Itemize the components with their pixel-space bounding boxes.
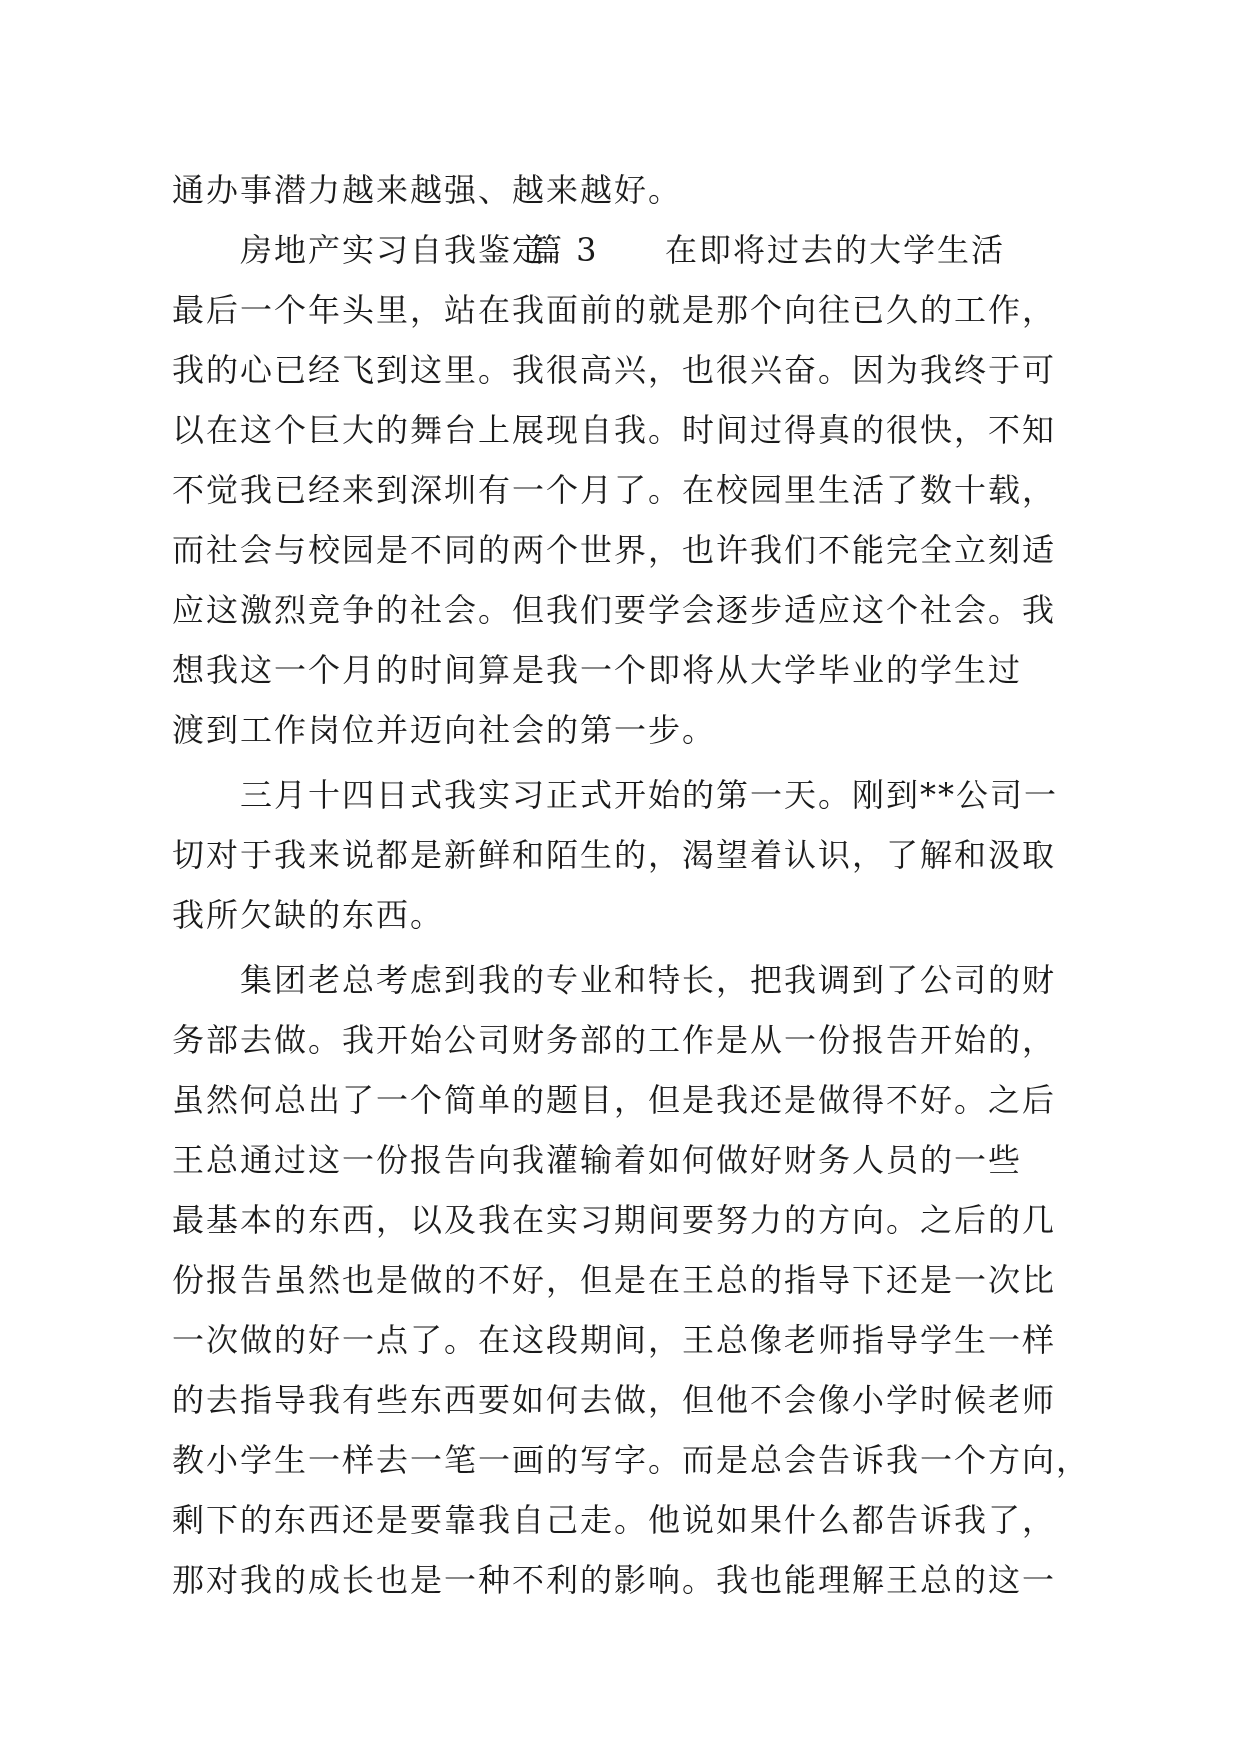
line-text: 渡到工作岗位并迈向社会的第一步。 — [172, 711, 717, 749]
line-text: 切对于我来说都是新鲜和陌生的，渴望着认识，了解和汲取 — [172, 836, 1057, 874]
line-text: 最后一个年头里，站在我面前的就是那个向往已久的工作， — [172, 291, 1057, 329]
line-text: 剩下的东西还是要靠我自己走。他说如果什么都告诉我了， — [172, 1501, 1057, 1539]
section-number: 篇 3 — [530, 231, 599, 269]
line-text: 应这激烈竞争的社会。但我们要学会逐步适应这个社会。我 — [172, 591, 1057, 629]
line-text: 的去指导我有些东西要如何去做，但他不会像小学时候老师 — [172, 1381, 1057, 1419]
text-line — [0, 520, 1241, 580]
text-line — [0, 640, 1241, 700]
text-line — [0, 160, 1241, 220]
line-text: 那对我的成长也是一种不利的影响。我也能理解王总的这一 — [172, 1561, 1057, 1599]
line-text: 而社会与校园是不同的两个世界，也许我们不能完全立刻适 — [172, 531, 1057, 569]
line-text: 不觉我已经来到深圳有一个月了。在校园里生活了数十载， — [172, 471, 1057, 509]
line-text: 我的心已经飞到这里。我很高兴，也很兴奋。因为我终于可 — [172, 351, 1057, 389]
line-text: 一次做的好一点了。在这段期间，王总像老师指导学生一样 — [172, 1321, 1057, 1359]
line-text: 在即将过去的大学生活 — [665, 231, 1006, 269]
text-line — [0, 1010, 1241, 1070]
text-line — [0, 1430, 1241, 1490]
line-text: 王总通过这一份报告向我灌输着如何做好财务人员的一些 — [172, 1141, 1023, 1179]
text-line — [0, 1190, 1241, 1250]
text-line — [0, 400, 1241, 460]
line-text: 最基本的东西，以及我在实习期间要努力的方向。之后的几 — [172, 1201, 1057, 1239]
line-text: 通办事潜力越来越强、越来越好。 — [172, 171, 683, 209]
line-text: 虽然何总出了一个简单的题目，但是我还是做得不好。之后 — [172, 1081, 1057, 1119]
text-line — [0, 700, 1241, 760]
text-line — [0, 1070, 1241, 1130]
text-line — [0, 580, 1241, 640]
text-line — [0, 950, 1241, 1010]
section-title: 房地产实习自我鉴定 — [240, 231, 547, 269]
text-line — [0, 460, 1241, 520]
section-heading-line — [0, 220, 1241, 280]
text-line — [0, 765, 1241, 825]
line-text: 我所欠缺的东西。 — [172, 896, 445, 934]
line-text: 三月十四日式我实习正式开始的第一天。刚到**公司一 — [240, 776, 1059, 814]
line-text: 以在这个巨大的舞台上展现自我。时间过得真的很快，不知 — [172, 411, 1057, 449]
text-line — [0, 1130, 1241, 1190]
line-text: 务部去做。我开始公司财务部的工作是从一份报告开始的， — [172, 1021, 1057, 1059]
line-text: 份报告虽然也是做的不好，但是在王总的指导下还是一次比 — [172, 1261, 1057, 1299]
text-line — [0, 340, 1241, 400]
text-line — [0, 1250, 1241, 1310]
line-text: 想我这一个月的时间算是我一个即将从大学毕业的学生过 — [172, 651, 1023, 689]
text-line — [0, 1490, 1241, 1550]
line-text: 教小学生一样去一笔一画的写字。而是总会告诉我一个方向， — [172, 1441, 1091, 1479]
line-text: 集团老总考虑到我的专业和特长，把我调到了公司的财 — [240, 961, 1057, 999]
text-line — [0, 280, 1241, 340]
text-line — [0, 1370, 1241, 1430]
text-line — [0, 885, 1241, 945]
text-line — [0, 1310, 1241, 1370]
text-line — [0, 1550, 1241, 1610]
text-line — [0, 825, 1241, 885]
